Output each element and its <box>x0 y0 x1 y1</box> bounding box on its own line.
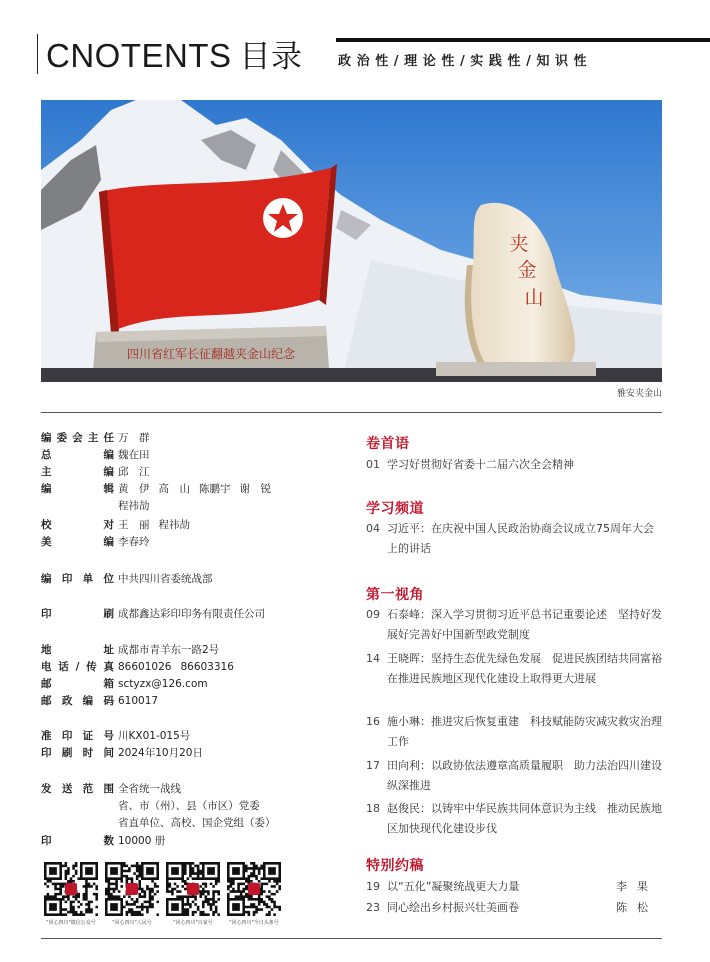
masthead-value-item: 省直单位、高校、国企党组（委） <box>118 817 276 829</box>
toc-page: 14 <box>366 652 380 665</box>
stone-char-1: 夹 <box>509 233 529 255</box>
toc-section-title: 特别约稿 <box>366 858 424 874</box>
toc-section-title: 学习频道 <box>366 501 424 517</box>
masthead-row <box>41 464 150 480</box>
toc-page: 16 <box>366 715 380 728</box>
page-title <box>46 36 303 77</box>
masthead-value-item: 川KX01-015号 <box>118 730 191 742</box>
masthead-value <box>118 798 260 814</box>
masthead-value-item: 成都鑫达彩印印务有限责任公司 <box>118 608 265 620</box>
masthead-value <box>118 781 181 797</box>
masthead-label-char: 刷 <box>103 608 114 620</box>
masthead-value-item: 86603316 <box>180 661 234 673</box>
masthead-row <box>41 745 203 761</box>
masthead-label <box>41 464 114 480</box>
masthead-label-char: 编 <box>103 536 114 548</box>
masthead-label-char: 刷 <box>61 747 73 759</box>
toc-section-title: 卷首语 <box>366 436 410 452</box>
masthead-label-char: 印 <box>61 730 73 742</box>
masthead-label-char: 箱 <box>103 678 114 690</box>
masthead-row <box>41 781 181 797</box>
masthead-label <box>41 676 114 692</box>
photo-caption: 雅安夹金山 <box>616 389 662 399</box>
masthead-label-char: 对 <box>103 519 114 531</box>
masthead-row <box>41 447 150 463</box>
masthead-label <box>41 430 114 446</box>
masthead-label-char: 单 <box>82 573 94 585</box>
masthead-row <box>41 833 165 849</box>
stone-char-3: 山 <box>524 287 544 309</box>
masthead-label-char: 印 <box>41 608 52 620</box>
masthead-row <box>41 659 234 675</box>
masthead-label-char: 时 <box>82 747 94 759</box>
masthead-value-item: 2024年10月20日 <box>118 747 203 759</box>
masthead-label-char: 编 <box>41 483 52 495</box>
masthead-value-item: 610017 <box>118 695 159 707</box>
toc-item[interactable] <box>366 455 662 475</box>
masthead-value-item: 魏在田 <box>118 449 150 461</box>
masthead-label <box>41 517 114 533</box>
masthead-row <box>41 498 150 514</box>
masthead-label <box>41 781 114 797</box>
toc-title: 石泰峰：深入学习贯彻习近平总书记重要论述 坚持好发展好完善好中国新型政党制度 <box>387 608 662 641</box>
masthead-label-char: 印 <box>41 835 52 847</box>
masthead-value <box>118 728 190 744</box>
masthead-label-char: 电 <box>41 661 52 673</box>
masthead-label-char: 传 <box>86 661 97 673</box>
qr-caption: "同心四川"今日头条号 <box>229 920 279 926</box>
toc-page: 18 <box>366 802 380 815</box>
masthead-row <box>41 642 219 658</box>
masthead-value-item: 省、市（州）、县（市区）党委 <box>118 800 260 812</box>
masthead-label-char: 印 <box>61 573 73 585</box>
masthead-label <box>41 447 114 463</box>
masthead-value <box>118 430 150 446</box>
masthead-row <box>41 676 208 692</box>
masthead-label-char: 真 <box>103 661 114 673</box>
masthead-label-char: 会 <box>72 432 83 444</box>
header-vertical-rule <box>37 34 38 74</box>
masthead-value <box>118 693 158 709</box>
masthead-label-char: 校 <box>41 519 52 531</box>
masthead-value <box>118 815 276 831</box>
toc-item[interactable] <box>366 877 662 897</box>
title-en: CNOTENTS <box>46 37 232 74</box>
masthead-label-char: 数 <box>103 835 114 847</box>
masthead-value-item: 谢 锐 <box>239 483 271 495</box>
stone-char-2: 金 <box>517 259 537 281</box>
masthead-label-char: 辑 <box>103 483 114 495</box>
masthead-label-char: 号 <box>103 730 114 742</box>
toc-item[interactable] <box>366 605 662 645</box>
qr-logo <box>126 883 138 895</box>
masthead-value-item: 成都市青羊东一路2号 <box>118 644 220 656</box>
toc-page: 04 <box>366 522 380 535</box>
toc-page: 01 <box>366 458 380 471</box>
masthead-label-char: 主 <box>87 432 99 444</box>
masthead-label <box>41 745 114 761</box>
toc-title: 王晓晖：坚持生态优先绿色发展 促进民族团结共同富裕 在推进民族地区现代化建设上取得更大进展 <box>387 652 673 685</box>
title-cn: 目录 <box>239 39 303 75</box>
masthead-row <box>41 517 190 533</box>
masthead-label-char: 范 <box>82 783 94 795</box>
qr-logo <box>187 883 199 895</box>
masthead-label-char: 地 <box>41 644 52 656</box>
masthead-label-char: 位 <box>103 573 114 585</box>
masthead-label <box>41 815 114 831</box>
masthead-label <box>41 481 114 497</box>
qr-caption: "同心四川"微信公众号 <box>46 920 96 926</box>
masthead-value-item: 高 山 <box>158 483 190 495</box>
masthead-label-char: 发 <box>41 783 52 795</box>
masthead-label-char: 间 <box>103 747 114 759</box>
masthead-value-item: 全省统一战线 <box>118 783 181 795</box>
masthead-row <box>41 534 150 550</box>
masthead-label-char: 委 <box>56 432 68 444</box>
qr-code-wechat[interactable] <box>44 862 98 926</box>
masthead-label <box>41 659 114 675</box>
masthead-label-char: 准 <box>41 730 52 742</box>
masthead-label-char: 证 <box>82 730 94 742</box>
masthead-label <box>41 571 114 587</box>
masthead-label-char: 政 <box>61 695 73 707</box>
toc-page: 17 <box>366 759 380 772</box>
masthead-label <box>41 534 114 550</box>
toc-title: 田向利：以政协依法遵章高质量履职 助力法治四川建设纵深推进 <box>387 759 662 792</box>
masthead-row <box>41 728 190 744</box>
masthead-row <box>41 693 158 709</box>
qr-logo <box>248 883 260 895</box>
masthead-value <box>118 481 271 497</box>
toc-item[interactable] <box>366 649 673 689</box>
masthead-value-item: sctyzx@126.com <box>118 678 208 690</box>
masthead-label <box>41 798 114 814</box>
qr-caption: "同心四川"百家号 <box>173 920 213 926</box>
masthead-value-item: 陈鹏宇 <box>199 483 231 495</box>
base-inscription: 四川省红军长征翻越夹金山纪念 <box>126 347 296 361</box>
masthead-value-item: 黄 伊 <box>118 483 150 495</box>
masthead-value <box>118 517 190 533</box>
masthead-label-char: 编 <box>103 449 114 461</box>
masthead-label-char: 码 <box>103 695 114 707</box>
masthead-label-char: 印 <box>41 747 52 759</box>
masthead-value-item: 李春玲 <box>118 536 150 548</box>
toc-title: 习近平：在庆祝中国人民政治协商会议成立75周年大会上的讲话 <box>387 522 654 555</box>
masthead-value-item: 中共四川省委统战部 <box>118 573 213 585</box>
masthead-label <box>41 498 114 514</box>
toc-title: 同心绘出乡村振兴壮美画卷 <box>387 901 519 914</box>
masthead-label-char: 美 <box>41 536 52 548</box>
masthead-value-item: 程祎劼 <box>118 500 150 512</box>
masthead-value <box>118 833 165 849</box>
masthead-value-item: 程祎劼 <box>158 519 190 531</box>
masthead-value-item: 王 丽 <box>118 519 150 531</box>
masthead-label-char: 主 <box>41 466 52 478</box>
toc-item[interactable] <box>366 756 662 796</box>
toc-page: 19 <box>366 880 380 893</box>
toc-section-title: 第一视角 <box>366 587 424 603</box>
masthead-value <box>118 571 213 587</box>
masthead-value <box>118 676 208 692</box>
masthead-value <box>118 745 203 761</box>
toc-page: 23 <box>366 901 380 914</box>
masthead-value <box>118 659 234 675</box>
divider-bottom <box>41 938 662 939</box>
masthead-value-item: 邱 江 <box>118 466 150 478</box>
masthead-label <box>41 693 114 709</box>
masthead-label-char: 编 <box>82 695 94 707</box>
masthead-row <box>41 815 276 831</box>
qr-code-icon <box>105 862 159 916</box>
toc-author: 陈松 <box>616 901 658 914</box>
masthead-label-char: 邮 <box>41 678 52 690</box>
masthead-label-char: 址 <box>103 644 114 656</box>
masthead-value <box>118 447 150 463</box>
tagline: 政治性/理论性/实践性/知识性 <box>338 54 593 69</box>
masthead-row <box>41 571 213 587</box>
qr-code-baijia[interactable] <box>166 862 220 926</box>
masthead-label-char: 围 <box>103 783 114 795</box>
masthead-row <box>41 481 271 497</box>
masthead-label-char: 任 <box>103 432 114 444</box>
toc-title: 施小琳：推进灾后恢复重建 科技赋能防灾减灾救灾治理工作 <box>387 715 662 748</box>
masthead-value <box>118 534 150 550</box>
qr-code-renmin[interactable] <box>105 862 159 926</box>
masthead-label-char: 编 <box>103 466 114 478</box>
toc-item[interactable] <box>366 898 662 918</box>
masthead-label-char: / <box>75 661 80 673</box>
toc-author: 李果 <box>616 880 658 893</box>
qr-code-icon <box>44 862 98 916</box>
masthead-label-char: 送 <box>61 783 73 795</box>
masthead-label <box>41 728 114 744</box>
qr-code-icon <box>227 862 281 916</box>
toc-item[interactable] <box>366 799 662 839</box>
qr-code-toutiao[interactable] <box>227 862 281 926</box>
masthead-label-char: 总 <box>41 449 52 461</box>
toc-page: 09 <box>366 608 380 621</box>
toc-title: 以“五化”凝聚统战更大力量 <box>387 880 520 893</box>
toc-title: 学习好贯彻好省委十二届六次全会精神 <box>387 458 574 471</box>
masthead-label-char: 编 <box>41 573 52 585</box>
masthead-row <box>41 606 265 622</box>
divider-top <box>41 412 662 413</box>
toc-item[interactable] <box>366 712 662 752</box>
qr-caption: "同心四川"人民号 <box>112 920 152 926</box>
masthead-label-char: 邮 <box>41 695 52 707</box>
masthead-value-item: 86601026 <box>118 661 172 673</box>
qr-code-icon <box>166 862 220 916</box>
cover-photo <box>41 100 662 382</box>
toc-item[interactable] <box>366 519 662 559</box>
masthead-label-char: 话 <box>58 661 69 673</box>
masthead-label-char: 编 <box>41 432 52 444</box>
masthead-label <box>41 833 114 849</box>
toc-title: 赵俊民：以铸牢中华民族共同体意识为主线 推动民族地区加快现代化建设步伐 <box>387 802 662 835</box>
masthead-value <box>118 464 150 480</box>
masthead-label <box>41 606 114 622</box>
masthead-value-item: 10000 册 <box>118 835 166 847</box>
masthead-row <box>41 430 150 446</box>
header-bar <box>336 38 710 42</box>
masthead-value <box>118 642 219 658</box>
masthead-value <box>118 606 265 622</box>
masthead-label <box>41 642 114 658</box>
masthead-value-item: 万 群 <box>118 432 150 444</box>
masthead-value <box>118 498 150 514</box>
qr-logo <box>65 883 77 895</box>
masthead-row <box>41 798 260 814</box>
